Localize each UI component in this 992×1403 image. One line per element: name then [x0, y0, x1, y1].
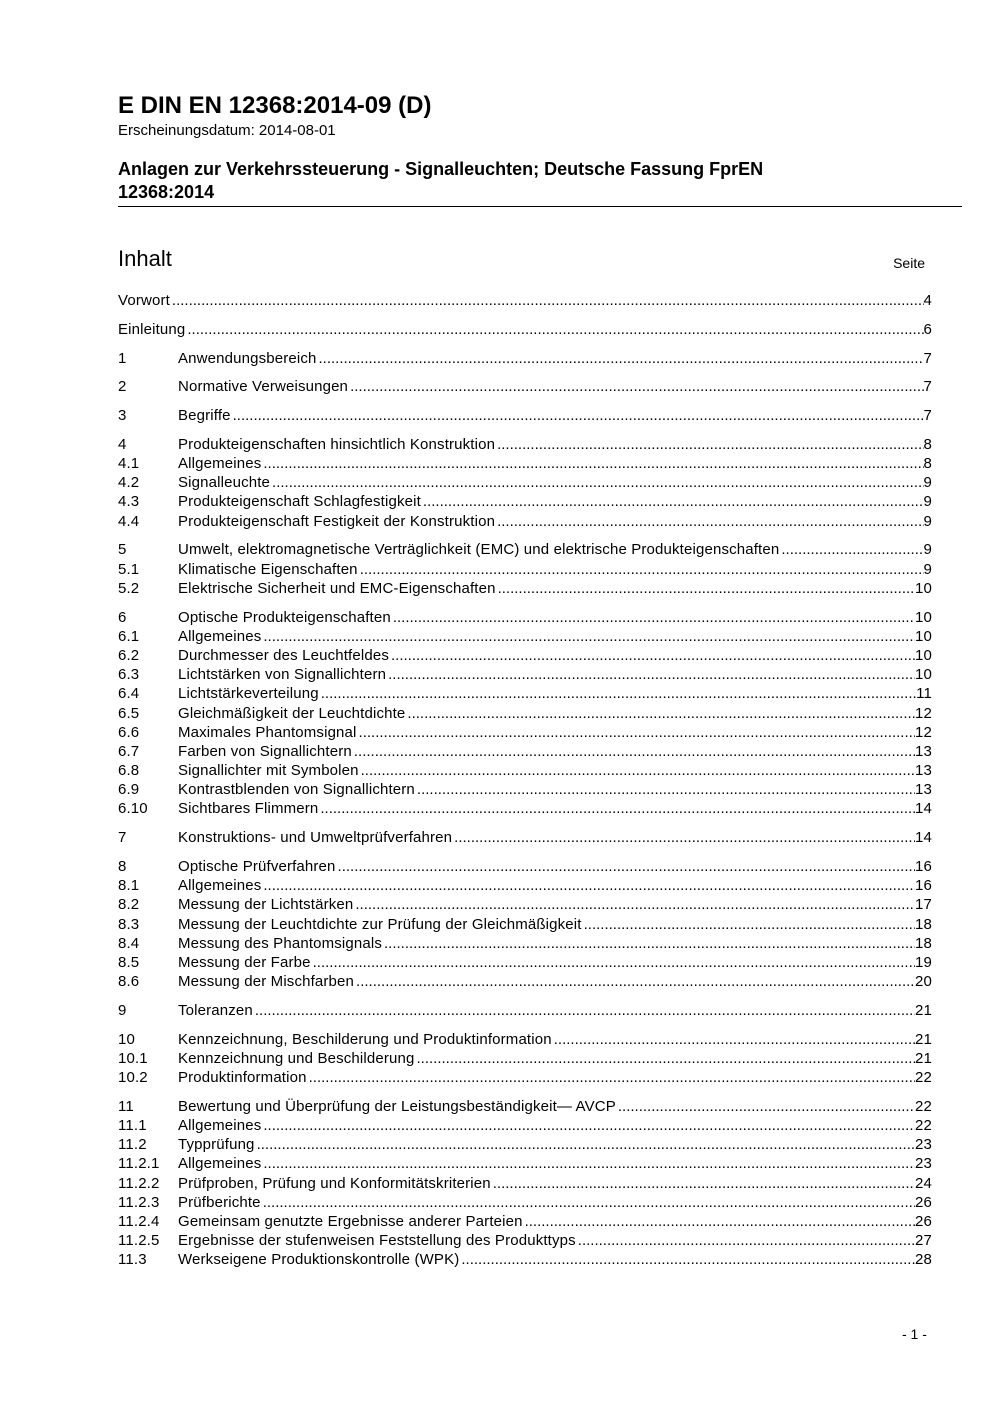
title-divider: [118, 206, 962, 207]
document-title: [118, 158, 878, 206]
toc-entry-number: 5.2: [118, 579, 140, 597]
toc-entry[interactable]: [118, 1097, 932, 1116]
toc-entry-title: Signallichter mit Symbolen: [178, 762, 359, 780]
toc-dot-leader: [497, 512, 923, 531]
toc-entry[interactable]: [118, 349, 932, 368]
toc-group: [118, 828, 932, 847]
toc-entry-number: 8.1: [118, 877, 140, 895]
toc-dot-leader: [461, 1250, 915, 1269]
toc-entry[interactable]: [118, 377, 932, 396]
toc-entry-page: 10: [915, 646, 932, 664]
toc-entry-page: 9: [923, 474, 932, 492]
toc-entry[interactable]: [118, 1174, 932, 1193]
toc-group: [118, 857, 932, 991]
toc-entry-title: Allgemeines: [178, 877, 262, 895]
toc-entry-page: 20: [915, 973, 932, 991]
toc-entry-title: Klimatische Eigenschaften: [178, 560, 358, 578]
toc-dot-leader: [554, 1030, 915, 1049]
toc-dot-leader: [263, 627, 915, 646]
toc-entry-number: 6.5: [118, 704, 140, 722]
toc-entry-number: 8.3: [118, 915, 140, 933]
toc-entry-title: Werkseigene Produktionskontrolle (WPK): [178, 1251, 460, 1269]
toc-entry-title: Einleitung: [118, 320, 186, 338]
toc-entry[interactable]: [118, 1231, 932, 1250]
toc-group: [118, 377, 932, 396]
toc-entry-title: Begriffe: [178, 407, 231, 425]
toc-entry-page: 28: [915, 1251, 932, 1269]
toc-dot-leader: [454, 828, 915, 847]
toc-dot-leader: [255, 1001, 915, 1020]
toc-entry[interactable]: [118, 799, 932, 818]
toc-entry-title: Messung der Farbe: [178, 953, 311, 971]
toc-group: [118, 608, 932, 819]
toc-entry-number: 5.1: [118, 560, 140, 578]
toc-entry-number: 6.4: [118, 685, 140, 703]
toc-group: [118, 320, 932, 339]
toc-entry-number: 11.3: [118, 1251, 147, 1269]
toc-entry-page: 9: [923, 541, 932, 559]
toc-entry-title: Ergebnisse der stufenweisen Feststellung des Produkttyps: [178, 1232, 576, 1250]
toc-entry-page: 8: [923, 455, 932, 473]
toc-entry-title: Lichtstärken von Signallichtern: [178, 666, 387, 684]
toc-entry[interactable]: [118, 454, 932, 473]
toc-entry-page: 11: [916, 685, 932, 703]
toc-dot-leader: [350, 377, 923, 396]
toc-entry-page: 23: [915, 1136, 932, 1154]
toc-group: [118, 435, 932, 531]
toc-entry-title: Prüfproben, Prüfung und Konformitätskriterien: [178, 1174, 491, 1192]
toc-dot-leader: [257, 1135, 915, 1154]
toc-entry-page: 7: [923, 378, 932, 396]
toc-dot-leader: [233, 406, 924, 425]
toc-group: [118, 540, 932, 598]
toc-entry-title: Lichtstärkeverteilung: [178, 685, 319, 703]
toc-entry[interactable]: [118, 742, 932, 761]
toc-dot-leader: [578, 1231, 915, 1250]
toc-entry[interactable]: [118, 1154, 932, 1173]
toc-entry-page: 22: [915, 1097, 932, 1115]
toc-entry-title: Normative Verweisungen: [178, 378, 349, 396]
toc-entry-title: Elektrische Sicherheit und EMC-Eigenschaften: [178, 579, 496, 597]
toc-dot-leader: [313, 953, 915, 972]
toc-entry-title: Farben von Signallichtern: [178, 742, 352, 760]
toc-entry-title: Kennzeichnung, Beschilderung und Produktinformation: [178, 1030, 552, 1048]
toc-entry-number: 4.3: [118, 493, 140, 511]
toc-entry[interactable]: [118, 406, 932, 425]
toc-entry-title: Toleranzen: [178, 1001, 253, 1019]
toc-entry-title: Sichtbares Flimmern: [178, 800, 319, 818]
toc-entry-page: 21: [915, 1030, 932, 1048]
toc-entry[interactable]: [118, 435, 932, 454]
toc-entry-number: 8.6: [118, 973, 140, 991]
toc-entry-page: 19: [915, 953, 932, 971]
toc-dot-leader: [493, 1174, 915, 1193]
toc-entry-title: Messung der Lichtstärken: [178, 896, 354, 914]
toc-entry[interactable]: [118, 627, 932, 646]
toc-entry-title: Allgemeines: [178, 627, 262, 645]
toc-entry-title: Messung des Phantomsignals: [178, 934, 383, 952]
toc-entry-title: Kontrastblenden von Signallichtern: [178, 781, 415, 799]
toc-entry[interactable]: [118, 608, 932, 627]
toc-dot-leader: [393, 608, 915, 627]
toc-dot-leader: [355, 895, 915, 914]
toc-entry-number: 11.2.3: [118, 1193, 160, 1211]
toc-dot-leader: [497, 435, 923, 454]
toc-entry[interactable]: [118, 1001, 932, 1020]
toc-entry-number: 11.2.4: [118, 1213, 160, 1230]
toc-entry-number: 6.2: [118, 646, 140, 664]
toc-dot-leader: [263, 1116, 915, 1135]
toc-entry[interactable]: [118, 972, 932, 991]
toc-entry-title: Allgemeines: [178, 1117, 262, 1135]
toc-entry-page: 27: [915, 1232, 932, 1250]
toc-entry-page: 10: [915, 627, 932, 645]
toc-entry-number: 11.2.2: [118, 1174, 160, 1192]
toc-entry-number: 6.6: [118, 723, 140, 741]
toc-entry-title: Maximales Phantomsignal: [178, 723, 357, 741]
toc-entry[interactable]: [118, 1135, 932, 1154]
toc-entry-page: 8: [923, 435, 932, 453]
toc-group: [118, 349, 932, 368]
toc-entry[interactable]: [118, 934, 932, 953]
toc-entry[interactable]: [118, 1049, 932, 1068]
toc-entry-number: 11: [118, 1097, 134, 1115]
toc-entry-page: 10: [915, 579, 932, 597]
toc-entry[interactable]: [118, 320, 932, 339]
toc-dot-leader: [618, 1097, 915, 1116]
toc-entry-title: Prüfberichte: [178, 1193, 261, 1211]
toc-entry-page: 9: [923, 493, 932, 511]
toc-entry-number: 11.1: [118, 1117, 147, 1135]
toc-entry-title: Bewertung und Überprüfung der Leistungsbeständigkeit— AVCP: [178, 1097, 616, 1115]
toc-entry-title: Vorwort: [118, 292, 170, 309]
toc-entry-number: 8.5: [118, 953, 140, 971]
toc-entry[interactable]: [118, 1068, 932, 1087]
toc-entry[interactable]: [118, 704, 932, 723]
toc-entry-page: 21: [915, 1049, 932, 1067]
toc-entry-page: 26: [915, 1193, 932, 1211]
toc-entry-page: 7: [923, 349, 932, 367]
toc-entry-number: 4: [118, 435, 127, 453]
toc-entry-page: 12: [915, 723, 932, 741]
toc-entry[interactable]: [118, 646, 932, 665]
toc-group: [118, 291, 932, 310]
toc-entry-title: Produktinformation: [178, 1069, 307, 1087]
toc-entry-title: Messung der Mischfarben: [178, 973, 355, 991]
toc-entry-number: 6.10: [118, 800, 148, 818]
document-title-line-2: 12368:2014: [118, 182, 215, 202]
toc-entry-page: 14: [915, 829, 932, 847]
toc-dot-leader: [407, 704, 915, 723]
toc-entry[interactable]: [118, 780, 932, 799]
toc-entry-number: 4.2: [118, 474, 140, 492]
document-page: [118, 92, 932, 1279]
toc-entry[interactable]: [118, 560, 932, 579]
toc-entry-page: 13: [915, 742, 932, 760]
toc-entry-page: 14: [915, 800, 932, 818]
toc-entry-number: 4.4: [118, 512, 140, 530]
toc-entry-number: 8.2: [118, 896, 140, 914]
toc-entry-title: Produkteigenschaft Festigkeit der Konstruktion: [178, 512, 496, 530]
page-number: - 1 -: [902, 1326, 927, 1342]
toc-entry-number: 2: [118, 378, 127, 396]
toc-entry[interactable]: [118, 895, 932, 914]
toc-dot-leader: [525, 1212, 915, 1231]
toc-entry[interactable]: [118, 953, 932, 972]
toc-entry-page: 18: [915, 934, 932, 952]
toc-dot-leader: [417, 780, 915, 799]
toc-entry-page: 6: [923, 320, 932, 338]
toc-entry-number: 5: [118, 541, 127, 559]
toc-entry-page: 24: [915, 1174, 932, 1192]
toc-heading: Inhalt: [118, 246, 172, 271]
toc-entry-title: Optische Produkteigenschaften: [178, 608, 391, 626]
toc-entry-number: 6.8: [118, 762, 140, 780]
toc-dot-leader: [781, 540, 923, 559]
toc-dot-leader: [318, 349, 923, 368]
toc-entry-page: 4: [923, 292, 932, 309]
toc-entry[interactable]: [118, 665, 932, 684]
toc-entry[interactable]: [118, 857, 932, 876]
toc-dot-leader: [423, 492, 924, 511]
toc-group: [118, 406, 932, 425]
toc-entry[interactable]: [118, 473, 932, 492]
toc-entry[interactable]: [118, 828, 932, 847]
toc-entry-number: 6.1: [118, 627, 140, 645]
toc-entry[interactable]: [118, 915, 932, 934]
toc-entry[interactable]: [118, 579, 932, 598]
toc-entry[interactable]: [118, 492, 932, 511]
publication-date: Erscheinungsdatum: 2014-08-01: [118, 122, 336, 139]
toc-entry-title: Produkteigenschaft Schlagfestigkeit: [178, 493, 421, 511]
toc-entry-title: Umwelt, elektromagnetische Verträglichkeit (EMC) und elektrische Produkteigenschaften: [178, 541, 780, 559]
table-of-contents: [118, 291, 932, 1270]
toc-dot-leader: [361, 761, 915, 780]
toc-entry-title: Gemeinsam genutzte Ergebnisse anderer Parteien: [178, 1213, 523, 1230]
toc-group: [118, 1030, 932, 1088]
toc-entry-number: 3: [118, 407, 127, 425]
toc-entry-number: 11.2.1: [118, 1155, 160, 1173]
toc-dot-leader: [391, 646, 915, 665]
toc-entry-number: 10: [118, 1030, 135, 1048]
toc-entry-title: Konstruktions- und Umweltprüfverfahren: [178, 829, 453, 847]
toc-entry-title: Messung der Leuchtdichte zur Prüfung der Gleichmäßigkeit: [178, 915, 582, 933]
toc-entry-page: 13: [915, 781, 932, 799]
toc-dot-leader: [360, 560, 924, 579]
toc-entry-title: Allgemeines: [178, 1155, 262, 1173]
toc-entry[interactable]: [118, 1030, 932, 1049]
toc-entry-page: 10: [915, 666, 932, 684]
toc-entry-number: 9: [118, 1001, 127, 1019]
toc-dot-leader: [584, 915, 915, 934]
toc-dot-leader: [338, 857, 915, 876]
toc-entry-page: 16: [915, 877, 932, 895]
toc-entry-page: 22: [915, 1069, 932, 1087]
document-title-line-1: Anlagen zur Verkehrssteuerung - Signalleuchten; Deutsche Fassung FprEN: [118, 159, 764, 179]
toc-entry-page: 13: [915, 762, 932, 780]
toc-entry[interactable]: [118, 1212, 932, 1231]
toc-dot-leader: [263, 876, 915, 895]
toc-entry-title: Signalleuchte: [178, 474, 271, 492]
toc-entry-page: 10: [915, 608, 932, 626]
toc-entry-number: 8.4: [118, 934, 140, 952]
toc-group: [118, 1001, 932, 1020]
toc-group: [118, 1097, 932, 1270]
toc-entry-page: 23: [915, 1155, 932, 1173]
toc-entry[interactable]: [118, 1116, 932, 1135]
toc-entry-page: 18: [915, 915, 932, 933]
toc-entry-title: Anwendungsbereich: [178, 349, 317, 367]
toc-entry[interactable]: [118, 1193, 932, 1212]
toc-dot-leader: [356, 972, 915, 991]
toc-dot-leader: [172, 291, 924, 310]
toc-dot-leader: [320, 799, 915, 818]
toc-entry-number: 1: [118, 349, 127, 367]
toc-entry-page: 9: [923, 560, 932, 578]
toc-entry-page: 9: [923, 512, 932, 530]
toc-dot-leader: [354, 742, 915, 761]
toc-entry-page: 22: [915, 1117, 932, 1135]
toc-entry-title: Kennzeichnung und Beschilderung: [178, 1049, 415, 1067]
toc-entry[interactable]: [118, 761, 932, 780]
toc-entry[interactable]: [118, 684, 932, 703]
toc-entry[interactable]: [118, 540, 932, 559]
toc-entry-page: 7: [923, 407, 932, 425]
toc-dot-leader: [263, 1154, 915, 1173]
toc-dot-leader: [309, 1068, 915, 1087]
toc-dot-leader: [321, 684, 916, 703]
toc-entry[interactable]: [118, 1250, 932, 1269]
toc-page-column-label: Seite: [893, 255, 925, 271]
toc-entry-number: 10.1: [118, 1049, 148, 1067]
toc-entry-page: 26: [915, 1213, 932, 1230]
toc-entry-title: Optische Prüfverfahren: [178, 858, 336, 876]
toc-entry-title: Gleichmäßigkeit der Leuchtdichte: [178, 704, 406, 722]
toc-entry-number: 11.2.5: [118, 1232, 160, 1250]
toc-entry-number: 11.2: [118, 1136, 147, 1154]
toc-dot-leader: [384, 934, 915, 953]
toc-entry-number: 6.7: [118, 742, 140, 760]
toc-entry-title: Typprüfung: [178, 1136, 255, 1154]
toc-dot-leader: [263, 1193, 915, 1212]
toc-entry-title: Durchmesser des Leuchtfeldes: [178, 646, 389, 664]
toc-header: [118, 245, 932, 275]
toc-entry[interactable]: [118, 876, 932, 895]
toc-entry-page: 12: [915, 704, 932, 722]
toc-entry-page: 21: [915, 1001, 932, 1019]
toc-dot-leader: [417, 1049, 916, 1068]
toc-dot-leader: [359, 723, 915, 742]
toc-dot-leader: [388, 665, 915, 684]
toc-entry[interactable]: [118, 512, 932, 531]
toc-entry-number: 4.1: [118, 455, 140, 473]
toc-dot-leader: [187, 320, 923, 339]
toc-entry-number: 7: [118, 829, 127, 847]
toc-entry-number: 6.9: [118, 781, 140, 799]
document-id: E DIN EN 12368:2014-09 (D): [118, 92, 432, 119]
toc-entry-title: Allgemeines: [178, 455, 262, 473]
toc-entry-page: 16: [915, 858, 932, 876]
toc-dot-leader: [272, 473, 923, 492]
toc-entry-number: 8: [118, 858, 127, 876]
toc-entry[interactable]: [118, 723, 932, 742]
toc-entry-number: 10.2: [118, 1069, 148, 1087]
toc-entry-title: Produkteigenschaften hinsichtlich Konstruktion: [178, 435, 496, 453]
toc-entry-number: 6.3: [118, 666, 140, 684]
toc-entry[interactable]: [118, 291, 932, 310]
toc-dot-leader: [263, 454, 923, 473]
toc-entry-number: 6: [118, 608, 127, 626]
toc-entry-page: 17: [915, 896, 932, 914]
toc-dot-leader: [498, 579, 915, 598]
